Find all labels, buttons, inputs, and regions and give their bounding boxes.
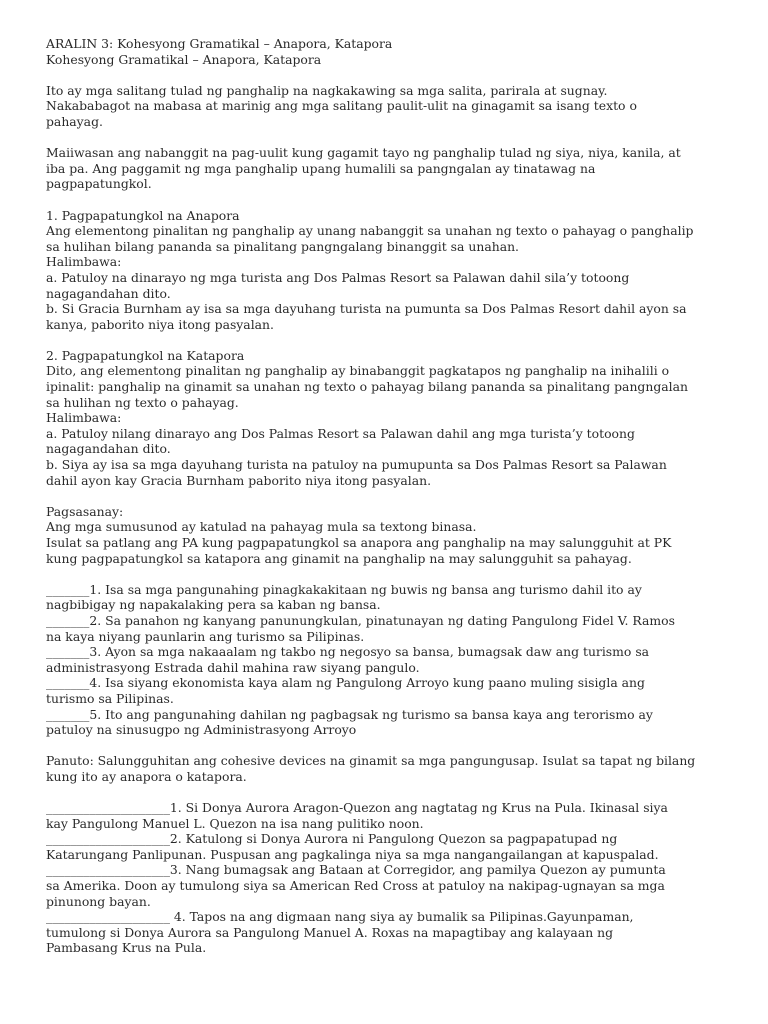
text-line: sa hulihan bilang pananda sa pinalitang pangngalang binanggit sa unahan. <box>46 238 519 254</box>
exercise-item: _______4. Isa siyang ekonomista kaya alam ng Pangulong Arroyo kung paano muling sisigla ang <box>46 675 645 691</box>
subtitle-line: Kohesyong Gramatikal – Anapora, Katapora <box>46 51 322 67</box>
spacer <box>46 67 736 83</box>
exercise-item: _______1. Isa sa mga pangunahing pinagkakakitaan ng buwis ng bansa ang turismo dahil ito ay <box>46 581 642 597</box>
text-line: Ito ay mga salitang tulad ng panghalip na nagkakawing sa mga salita, parirala at sugnay. <box>46 82 608 98</box>
section-heading: Pagsasanay: <box>46 503 124 519</box>
text-line: iba pa. Ang paggamit ng mga panghalip upang humalili sa pangngalan ay tinatawag na <box>46 160 596 176</box>
text-line: nagagandahan dito. <box>46 285 171 301</box>
text-line: pagpapatungkol. <box>46 176 152 192</box>
text-line: Katarungang Panlipunan. Puspusan ang pagkalinga niya sa mga nangangailangan at kapuspalad. <box>46 846 659 862</box>
text-line: sa Amerika. Doon ay tumulong siya sa American Red Cross at patuloy na nakipag-ugnayan sa mga <box>46 878 665 894</box>
text-line: a. Patuloy nilang dinarayo ang Dos Palmas Resort sa Palawan dahil ang mga turista’y totoong <box>46 425 635 441</box>
exercise-2-list <box>46 800 736 956</box>
spacer <box>46 192 736 208</box>
example-label: Halimbawa: <box>46 254 122 270</box>
text-line: kung pagpapatungkol sa katapora ang ginamit na panghalip na may salungguhit sa pahayag. <box>46 550 632 566</box>
text-line: tumulong si Donya Aurora sa Pangulong Manuel A. Roxas na mapagtibay ang kalayaan ng <box>46 924 614 940</box>
intro-paragraph-1 <box>46 83 736 130</box>
anapora-section <box>46 208 736 333</box>
example-label: Halimbawa: <box>46 410 122 426</box>
instruction-line: Panuto: Salungguhitan ang cohesive devices na ginamit sa mga pangungusap. Isulat sa tapat ng bilang <box>46 753 696 769</box>
exercise-item: ____________________3. Nang bumagsak ang Bataan at Corregidor, ang pamilya Quezon ay pumunta <box>46 862 666 878</box>
text-line: a. Patuloy na dinarayo ng mga turista ang Dos Palmas Resort sa Palawan dahil sila’y totoong <box>46 269 630 285</box>
instruction-line: kung ito ay anapora o katapora. <box>46 768 247 784</box>
spacer <box>46 130 736 146</box>
text-line: administrasyong Estrada dahil mahina raw siyang pangulo. <box>46 659 420 675</box>
text-line: ipinalit: panghalip na ginamit sa unahan ng texto o pahayag bilang pananda sa pinalitang pangngalan <box>46 379 688 395</box>
text-line: kay Pangulong Manuel L. Quezon na isa nang pulitiko noon. <box>46 815 424 831</box>
exercise-item: ____________________ 4. Tapos na ang digmaan nang siya ay bumalik sa Pilipinas.Gayunpaman, <box>46 909 634 925</box>
exercise-item: ____________________1. Si Donya Aurora Aragon-Quezon ang nagtatag ng Krus na Pula. Ikinasal siya <box>46 800 668 816</box>
text-line: Ang elementong pinalitan ng panghalip ay unang nabanggit sa unahan ng texto o pahayag o panghalip <box>46 223 694 239</box>
exercise-item: ____________________2. Katulong si Donya Aurora ni Pangulong Quezon sa pagpapatupad ng <box>46 831 618 847</box>
text-line: nagagandahan dito. <box>46 441 171 457</box>
text-line: Ang mga sumusunod ay katulad na pahayag mula sa textong binasa. <box>46 519 477 535</box>
text-line: sa hulihan ng texto o pahayag. <box>46 394 239 410</box>
text-line: kanya, paborito niya itong pasyalan. <box>46 316 274 332</box>
panuto-section <box>46 753 736 784</box>
lesson-title <box>46 36 736 67</box>
title-line: ARALIN 3: Kohesyong Gramatikal – Anapora, Katapora <box>46 36 393 51</box>
spacer <box>46 785 736 801</box>
text-line: dahil ayon kay Gracia Burnham paborito niya itong pasyalan. <box>46 472 432 488</box>
text-line: patuloy na sinusugpo ng Administrasyong Arroyo <box>46 722 357 738</box>
text-line: Nakababagot na mabasa at marinig ang mga salitang paulit-ulit na ginagamit sa isang texto o <box>46 98 637 114</box>
text-line: Maiiwasan ang nabanggit na pag-uulit kung gagamit tayo ng panghalip tulad ng siya, niya, kanila, at <box>46 145 681 161</box>
spacer <box>46 566 736 582</box>
spacer <box>46 332 736 348</box>
katapora-section <box>46 348 736 488</box>
exercise-item: _______3. Ayon sa mga nakaaalam ng takbo ng negosyo sa bansa, bumagsak daw ang turismo sa <box>46 644 650 660</box>
pagsasanay-section <box>46 504 736 566</box>
exercise-item: _______2. Sa panahon ng kanyang panunungkulan, pinatunayan ng dating Pangulong Fidel V. Ramos <box>46 612 675 628</box>
text-line: pahayag. <box>46 113 103 129</box>
text-line: pinunong bayan. <box>46 893 151 909</box>
text-line: Dito, ang elementong pinalitan ng panghalip ay binabanggit pagkatapos ng panghalip na inihalili o <box>46 363 670 379</box>
exercise-item: _______5. Ito ang pangunahing dahilan ng pagbagsak ng turismo sa bansa kaya ang terorismo ay <box>46 706 653 722</box>
document-page <box>46 36 736 956</box>
text-line: na kaya niyang paunlarin ang turismo sa Pilipinas. <box>46 628 365 644</box>
spacer <box>46 738 736 754</box>
text-line: Isulat sa patlang ang PA kung pagpapatungkol sa anapora ang panghalip na may salungguhit at PK <box>46 535 672 550</box>
text-line: turismo sa Pilipinas. <box>46 690 174 706</box>
text-line: b. Siya ay isa sa mga dayuhang turista na patuloy na pumupunta sa Dos Palmas Resort sa Palawan <box>46 457 667 473</box>
text-line: b. Si Gracia Burnham ay isa sa mga dayuhang turista na pumunta sa Dos Palmas Resort dahil ayon sa <box>46 301 687 317</box>
text-line: nagbibigay ng napakalaking pera sa kaban ng bansa. <box>46 597 381 613</box>
intro-paragraph-2 <box>46 145 736 192</box>
spacer <box>46 488 736 504</box>
exercise-1-list <box>46 582 736 738</box>
section-heading: 2. Pagpapatungkol na Katapora <box>46 347 245 363</box>
text-line: Pambasang Krus na Pula. <box>46 940 207 956</box>
section-heading: 1. Pagpapatungkol na Anapora <box>46 207 240 223</box>
